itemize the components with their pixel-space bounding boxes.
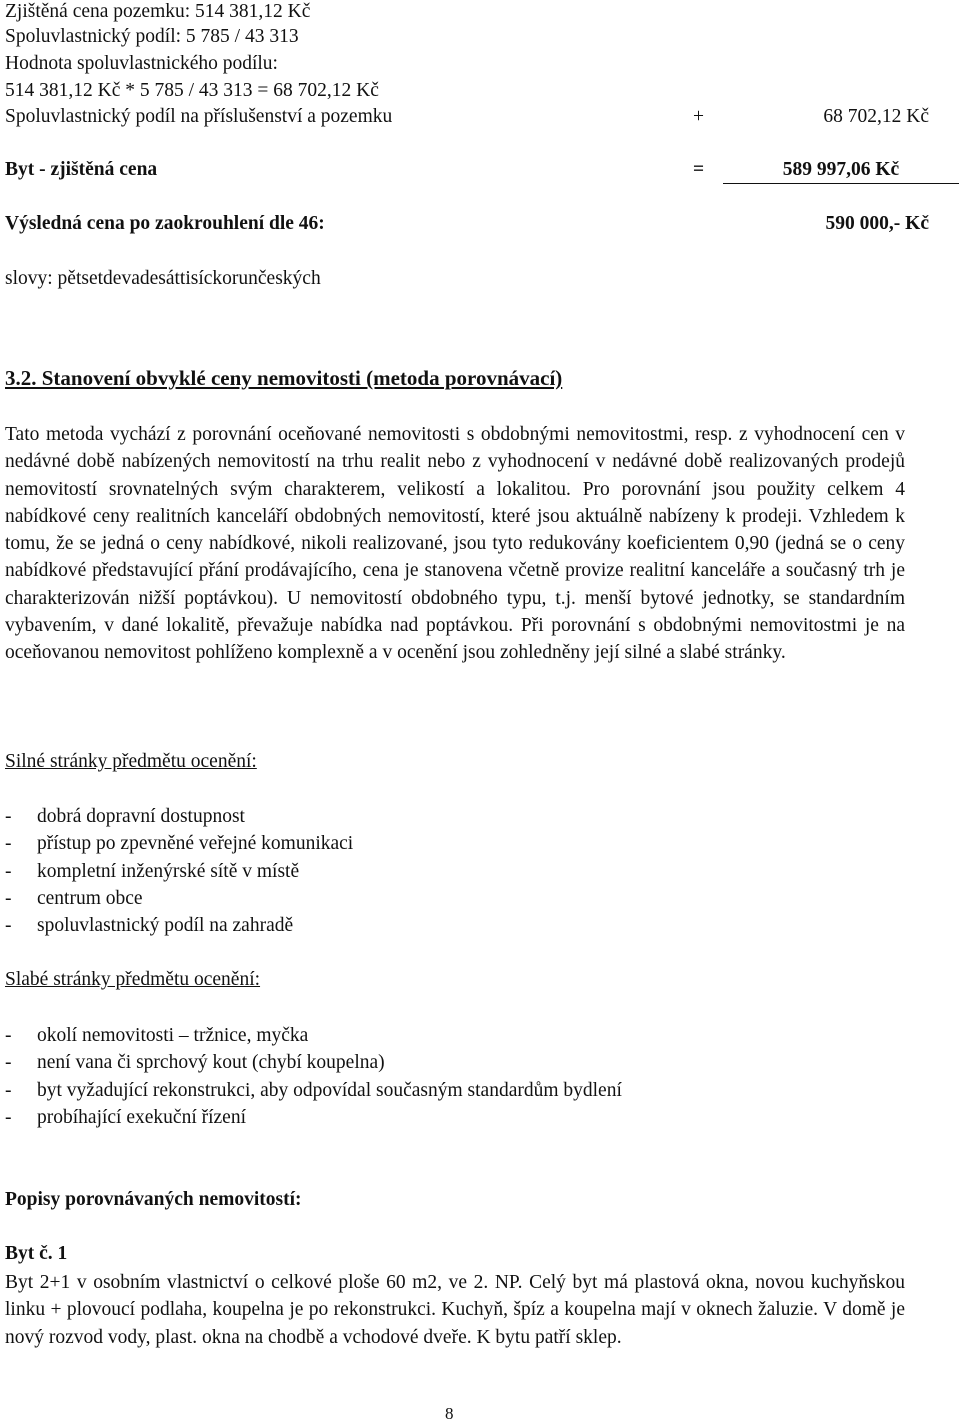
page-number: 8	[445, 1404, 454, 1423]
summary-amount-underlined: 589 997,06 Kč	[723, 157, 959, 184]
list-item: - spoluvlastnický podíl na zahradě	[5, 915, 294, 937]
section-heading: 3.2. Stanovení obvyklé ceny nemovitosti (metoda porovnávací)	[5, 366, 563, 390]
plus-sign: +	[693, 106, 704, 127]
summary-label: Spoluvlastnický podíl na příslušenství a pozemku	[5, 106, 393, 127]
share-value-label: Hodnota spoluvlastnického podílu:	[5, 53, 278, 74]
weaknesses-list	[5, 1022, 622, 1131]
document-page	[5, 0, 957, 1424]
comparison-item-title: Byt č. 1	[5, 1243, 68, 1264]
list-item: - centrum obce	[5, 887, 143, 909]
list-item: - probíhající exekuční řízení	[5, 1106, 246, 1128]
comparisons-title: Popisy porovnávaných nemovitostí:	[5, 1189, 302, 1210]
strengths-title: Silné stránky předmětu ocenění:	[5, 751, 257, 772]
equals-sign: =	[693, 159, 705, 180]
land-price-line: Zjištěná cena pozemku: 514 381,12 Kč	[5, 1, 311, 22]
summary-label: Výsledná cena po zaokrouhlení dle 46:	[5, 213, 325, 234]
list-item: - přístup po zpevněné veřejné komunikaci	[5, 833, 354, 855]
price-in-words: slovy: pětsetdevadesáttisíckorunčeských	[5, 268, 321, 289]
summary-row-accessories	[5, 104, 957, 130]
summary-label: Byt - zjištěná cena	[5, 159, 158, 180]
coownership-share-line: Spoluvlastnický podíl: 5 785 / 43 313	[5, 26, 299, 47]
list-item: - dobrá dopravní dostupnost	[5, 806, 245, 827]
share-value-calculation: 514 381,12 Kč * 5 785 / 43 313 = 68 702,12 Kč	[5, 80, 379, 101]
weaknesses-title: Slabé stránky předmětu ocenění:	[5, 969, 261, 990]
summary-amount: 590 000,- Kč	[825, 213, 929, 234]
summary-row-flat-price	[5, 157, 957, 183]
list-item: - okolí nemovitosti – tržnice, myčka	[5, 1025, 309, 1046]
summary-amount: 68 702,12 Kč	[823, 106, 929, 127]
list-item: - není vana či sprchový kout (chybí koupelna)	[5, 1052, 385, 1074]
list-item: - kompletní inženýrské sítě v místě	[5, 860, 300, 882]
comparison-item-description: Byt 2+1 v osobním vlastnictví o celkové ploše 60 m2, ve 2. NP. Celý byt má plastová okna, novou kuchyňskou linku + plovoucí podlaha, koupelna je po rekonstrukci. Kuchyň, špíz a koupelna mají v oknech žaluzie. V domě je nový rozvod vody, plast. okna na chodbě a vchodové dveře. K bytu patří sklep.	[5, 1272, 905, 1348]
summary-row-rounded-price	[5, 211, 957, 237]
strengths-list	[5, 803, 353, 939]
list-item: - byt vyžadující rekonstrukci, aby odpovídal současným standardům bydlení	[5, 1079, 622, 1101]
method-paragraph: Tato metoda vychází z porovnání oceňované nemovitosti s obdobnými nemovitostmi, resp. z vyhodnocení cen v nedávné době nabízených nemovitostí na trhu realit nebo z vyhodnocení v nedávné době realizovaných prodejů nemovitostí srovnatelných svým charakterem, velikostí a lokalitou. Pro porovnání jsou použity celkem 4 nabídkové ceny realitních kanceláří obdobných nemovitostí, které jsou aktuálně nabízeny k prodeji. Vzhledem k tomu, že se jedná o ceny nabídkové, nikoli realizované, jsou tyto redukovány koeficientem 0,90 (jedná se o ceny nabídkové představující přání prodávajícího, cena je stanovena včetně provize realitní kanceláře a současný trh je charakterizován nižší poptávkou). U nemovitostí obdobného typu, t.j. menší bytové jednotky, se standardním vybavením, v dané lokalitě, převažuje nabídka nad poptávkou. Při porovnání s obdobnými nemovitostmi je na oceňovanou nemovitost pohlíženo komplexně a v ocenění jsou zohledněny její silné a slabé stránky.	[5, 424, 905, 664]
